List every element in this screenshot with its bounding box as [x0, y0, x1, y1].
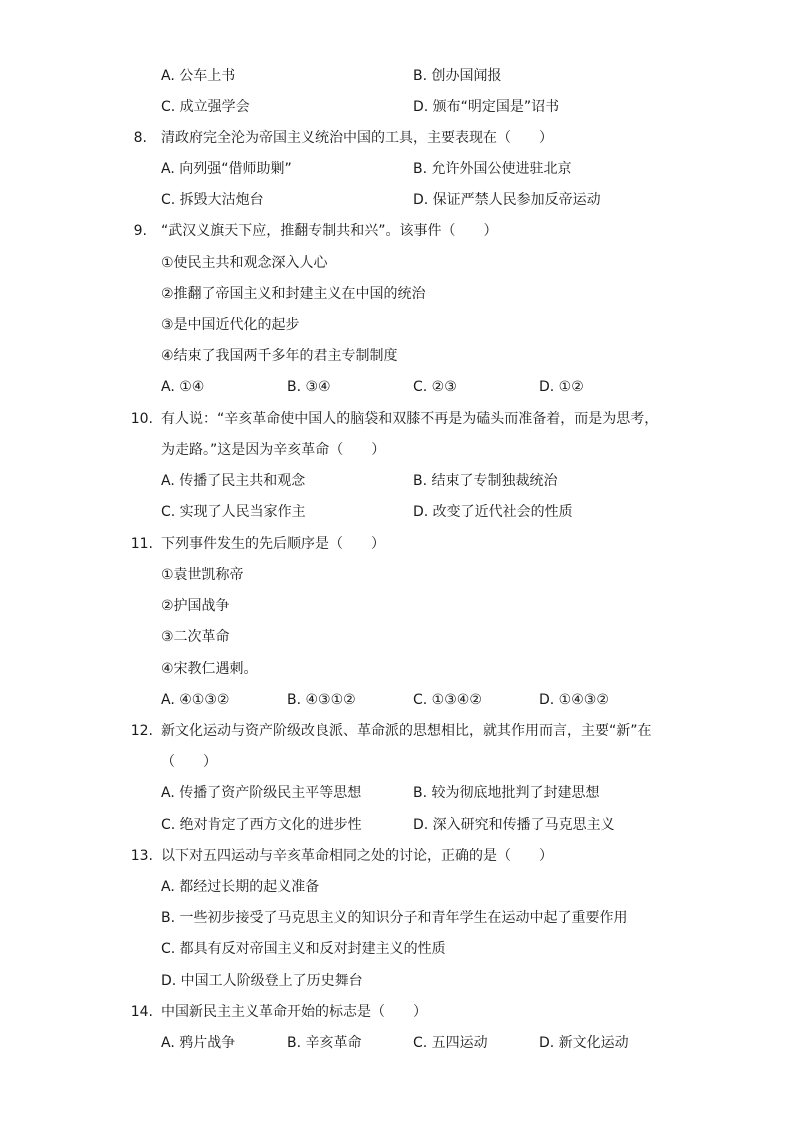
q9-item-1: ①使民主共和观念深入人心: [161, 255, 328, 271]
q11-item-3: ③二次革命: [161, 629, 230, 645]
q7-option-c: C. 成立强学会: [161, 99, 250, 115]
q9-option-b: B. ③④: [287, 379, 331, 395]
q8-stem: 清政府完全沦为帝国主义统治中国的工具，主要表现在（ ）: [161, 130, 553, 146]
q14-stem: 中国新民主主义革命开始的标志是（ ）: [161, 1004, 427, 1020]
q9-option-d: D. ①②: [539, 379, 584, 395]
q10-options-row-1: [0, 471, 794, 491]
q7-options-row-2: [0, 97, 794, 117]
q9-number: 9.: [133, 223, 147, 239]
q7-option-b: B. 创办国闻报: [413, 68, 502, 84]
q11-item-2: ②护国战争: [161, 598, 230, 614]
q10-stem-line-2: 为走路。”这是因为辛亥革命（ ）: [161, 442, 386, 458]
q12-option-b: B. 较为彻底地批判了封建思想: [413, 785, 600, 801]
q10-option-d: D. 改变了近代社会的性质: [413, 504, 573, 520]
q12-option-c: C. 绝对肯定了西方文化的进步性: [161, 817, 362, 833]
q8-number: 8.: [133, 130, 147, 146]
q11-item-4: ④宋教仁遇刺。: [161, 661, 258, 677]
q9-item-2: ②推翻了帝国主义和封建主义在中国的统治: [161, 286, 426, 302]
q13-stem: 以下对五四运动与辛亥革命相同之处的讨论，正确的是（ ）: [161, 848, 553, 864]
q10-option-c: C. 实现了人民当家作主: [161, 504, 306, 520]
q12-options-row-1: [0, 783, 794, 803]
q11-stem: 下列事件发生的先后顺序是（ ）: [161, 536, 385, 552]
q8-options-row-1: [0, 159, 794, 179]
q12-number: 12.: [130, 723, 153, 739]
q10-option-a: A. 传播了民主共和观念: [161, 473, 306, 489]
q9-item-3: ③是中国近代化的起步: [161, 317, 300, 333]
q12-option-a: A. 传播了资产阶级民主平等思想: [161, 785, 362, 801]
q12-stem-line-1: 新文化运动与资产阶级改良派、革命派的思想相比，就其作用而言，主要“新”在: [161, 723, 652, 739]
q8-option-a: A. 向列强“借师助剿”: [161, 161, 292, 177]
q9-item-4: ④结束了我国两千多年的君主专制制度: [161, 348, 398, 364]
q12-stem-line-2: （ ）: [161, 754, 217, 770]
q8-options-row-2: [0, 190, 794, 210]
q12-options-row-2: [0, 815, 794, 835]
q7-option-a: A. 公车上书: [161, 68, 236, 84]
q7-option-d: D. 颁布“明定国是”诏书: [413, 99, 560, 115]
q11-options-row: [0, 690, 794, 710]
q13-option-a: A. 都经过长期的起义准备: [161, 879, 320, 895]
q10-options-row-2: [0, 502, 794, 522]
q11-option-d: D. ①④③②: [539, 692, 609, 708]
q10-option-b: B. 结束了专制独裁统治: [413, 473, 558, 489]
q11-item-1: ①袁世凯称帝: [161, 567, 244, 583]
q13-option-d: D. 中国工人阶级登上了历史舞台: [161, 973, 363, 989]
q10-number: 10.: [130, 411, 153, 427]
q14-number: 14.: [130, 1004, 153, 1020]
q8-option-b: B. 允许外国公使进驻北京: [413, 161, 572, 177]
q9-options-row: [0, 377, 794, 397]
q7-options-row-1: [0, 66, 794, 86]
q12-option-d: D. 深入研究和传播了马克思主义: [413, 817, 615, 833]
q8-option-d: D. 保证严禁人民参加反帝运动: [413, 192, 601, 208]
q11-option-a: A. ④①③②: [161, 692, 230, 708]
q13-option-b: B. 一些初步接受了马克思主义的知识分子和青年学生在运动中起了重要作用: [161, 910, 628, 926]
q13-number: 13.: [130, 848, 153, 864]
q9-option-c: C. ②③: [413, 379, 457, 395]
q8-option-c: C. 拆毁大沽炮台: [161, 192, 264, 208]
q11-option-c: C. ①③④②: [413, 692, 482, 708]
q13-option-c: C. 都具有反对帝国主义和反对封建主义的性质: [161, 941, 446, 957]
q14-option-c: C. 五四运动: [413, 1035, 488, 1051]
q9-stem: “武汉义旗天下应，推翻专制共和兴”。该事件（ ）: [161, 223, 498, 239]
q9-option-a: A. ①④: [161, 379, 205, 395]
q10-stem-line-1: 有人说：“辛亥革命使中国人的脑袋和双膝不再是为磕头而准备着，而是为思考，: [161, 411, 659, 427]
q14-option-a: A. 鸦片战争: [161, 1035, 236, 1051]
q14-option-d: D. 新文化运动: [539, 1035, 629, 1051]
q11-option-b: B. ④③①②: [287, 692, 356, 708]
q11-number: 11.: [130, 536, 153, 552]
q14-options-row: [0, 1033, 794, 1053]
q14-option-b: B. 辛亥革命: [287, 1035, 362, 1051]
